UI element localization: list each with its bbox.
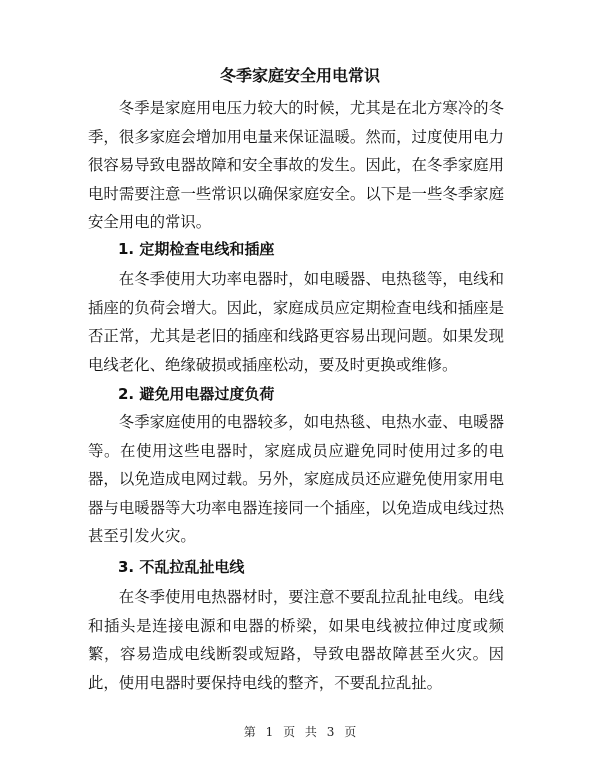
section-number: 1.: [118, 240, 135, 258]
intro-paragraph: 冬季是家庭用电压力较大的时候，尤其是在北方寒冷的冬季，很多家庭会增加用电量来保证温暖。然而，过度使用电力很容易导致电器故障和安全事故的发生。因此，在冬季家庭用电时需要注意一些常识以确保家庭安全。以下是一些冬季家庭安全用电的常识。: [88, 99, 504, 232]
section-body-3: 在冬季使用电热器材时，要注意不要乱拉乱扯电线。电线和插头是连接电源和电器的桥梁，如果电线被拉伸过度或频繁，容易造成电线断裂或短路，导致电器故障甚至火灾。因此，使用电器时要保持电线的整齐，不要乱拉乱扯。: [88, 588, 504, 692]
section-number: 2.: [118, 385, 135, 403]
section-title: 避免用电器过度负荷: [139, 385, 275, 403]
section-body-2: 冬季家庭使用的电器较多，如电热毯、电热水壶、电暖器等。在使用这些电器时，家庭成员应避免同时使用过多的电器，以免造成电网过载。另外，家庭成员还应避免使用家用电器与电暖器等大功率电器连接同一个插座，以免造成电线过热甚至引发火灾。: [88, 413, 504, 546]
current-page-number: 1: [265, 725, 274, 739]
section-heading-2: [118, 384, 274, 404]
section-body-1: 在冬季使用大功率电器时，如电暖器、电热毯等，电线和插座的负荷会增大。因此，家庭成员应定期检查电线和插座是否正常，尤其是老旧的插座和线路更容易出现问题。如果发现电线老化、绝缘破损或插座松动，要及时更换或维修。: [88, 270, 504, 374]
page-footer: [0, 725, 600, 739]
total-pages-number: 3: [326, 725, 335, 739]
section-heading-3: [118, 557, 244, 577]
footer-page-unit: 页: [283, 725, 296, 739]
footer-suffix: 页: [344, 725, 357, 739]
section-title: 定期检查电线和插座: [139, 240, 275, 258]
section-heading-1: [118, 239, 274, 259]
section-title: 不乱拉乱扯电线: [139, 558, 245, 576]
footer-prefix: 第: [243, 725, 256, 739]
section-number: 3.: [118, 558, 135, 576]
footer-total-word: 共: [304, 725, 317, 739]
document-title: 冬季家庭安全用电常识: [219, 66, 380, 85]
